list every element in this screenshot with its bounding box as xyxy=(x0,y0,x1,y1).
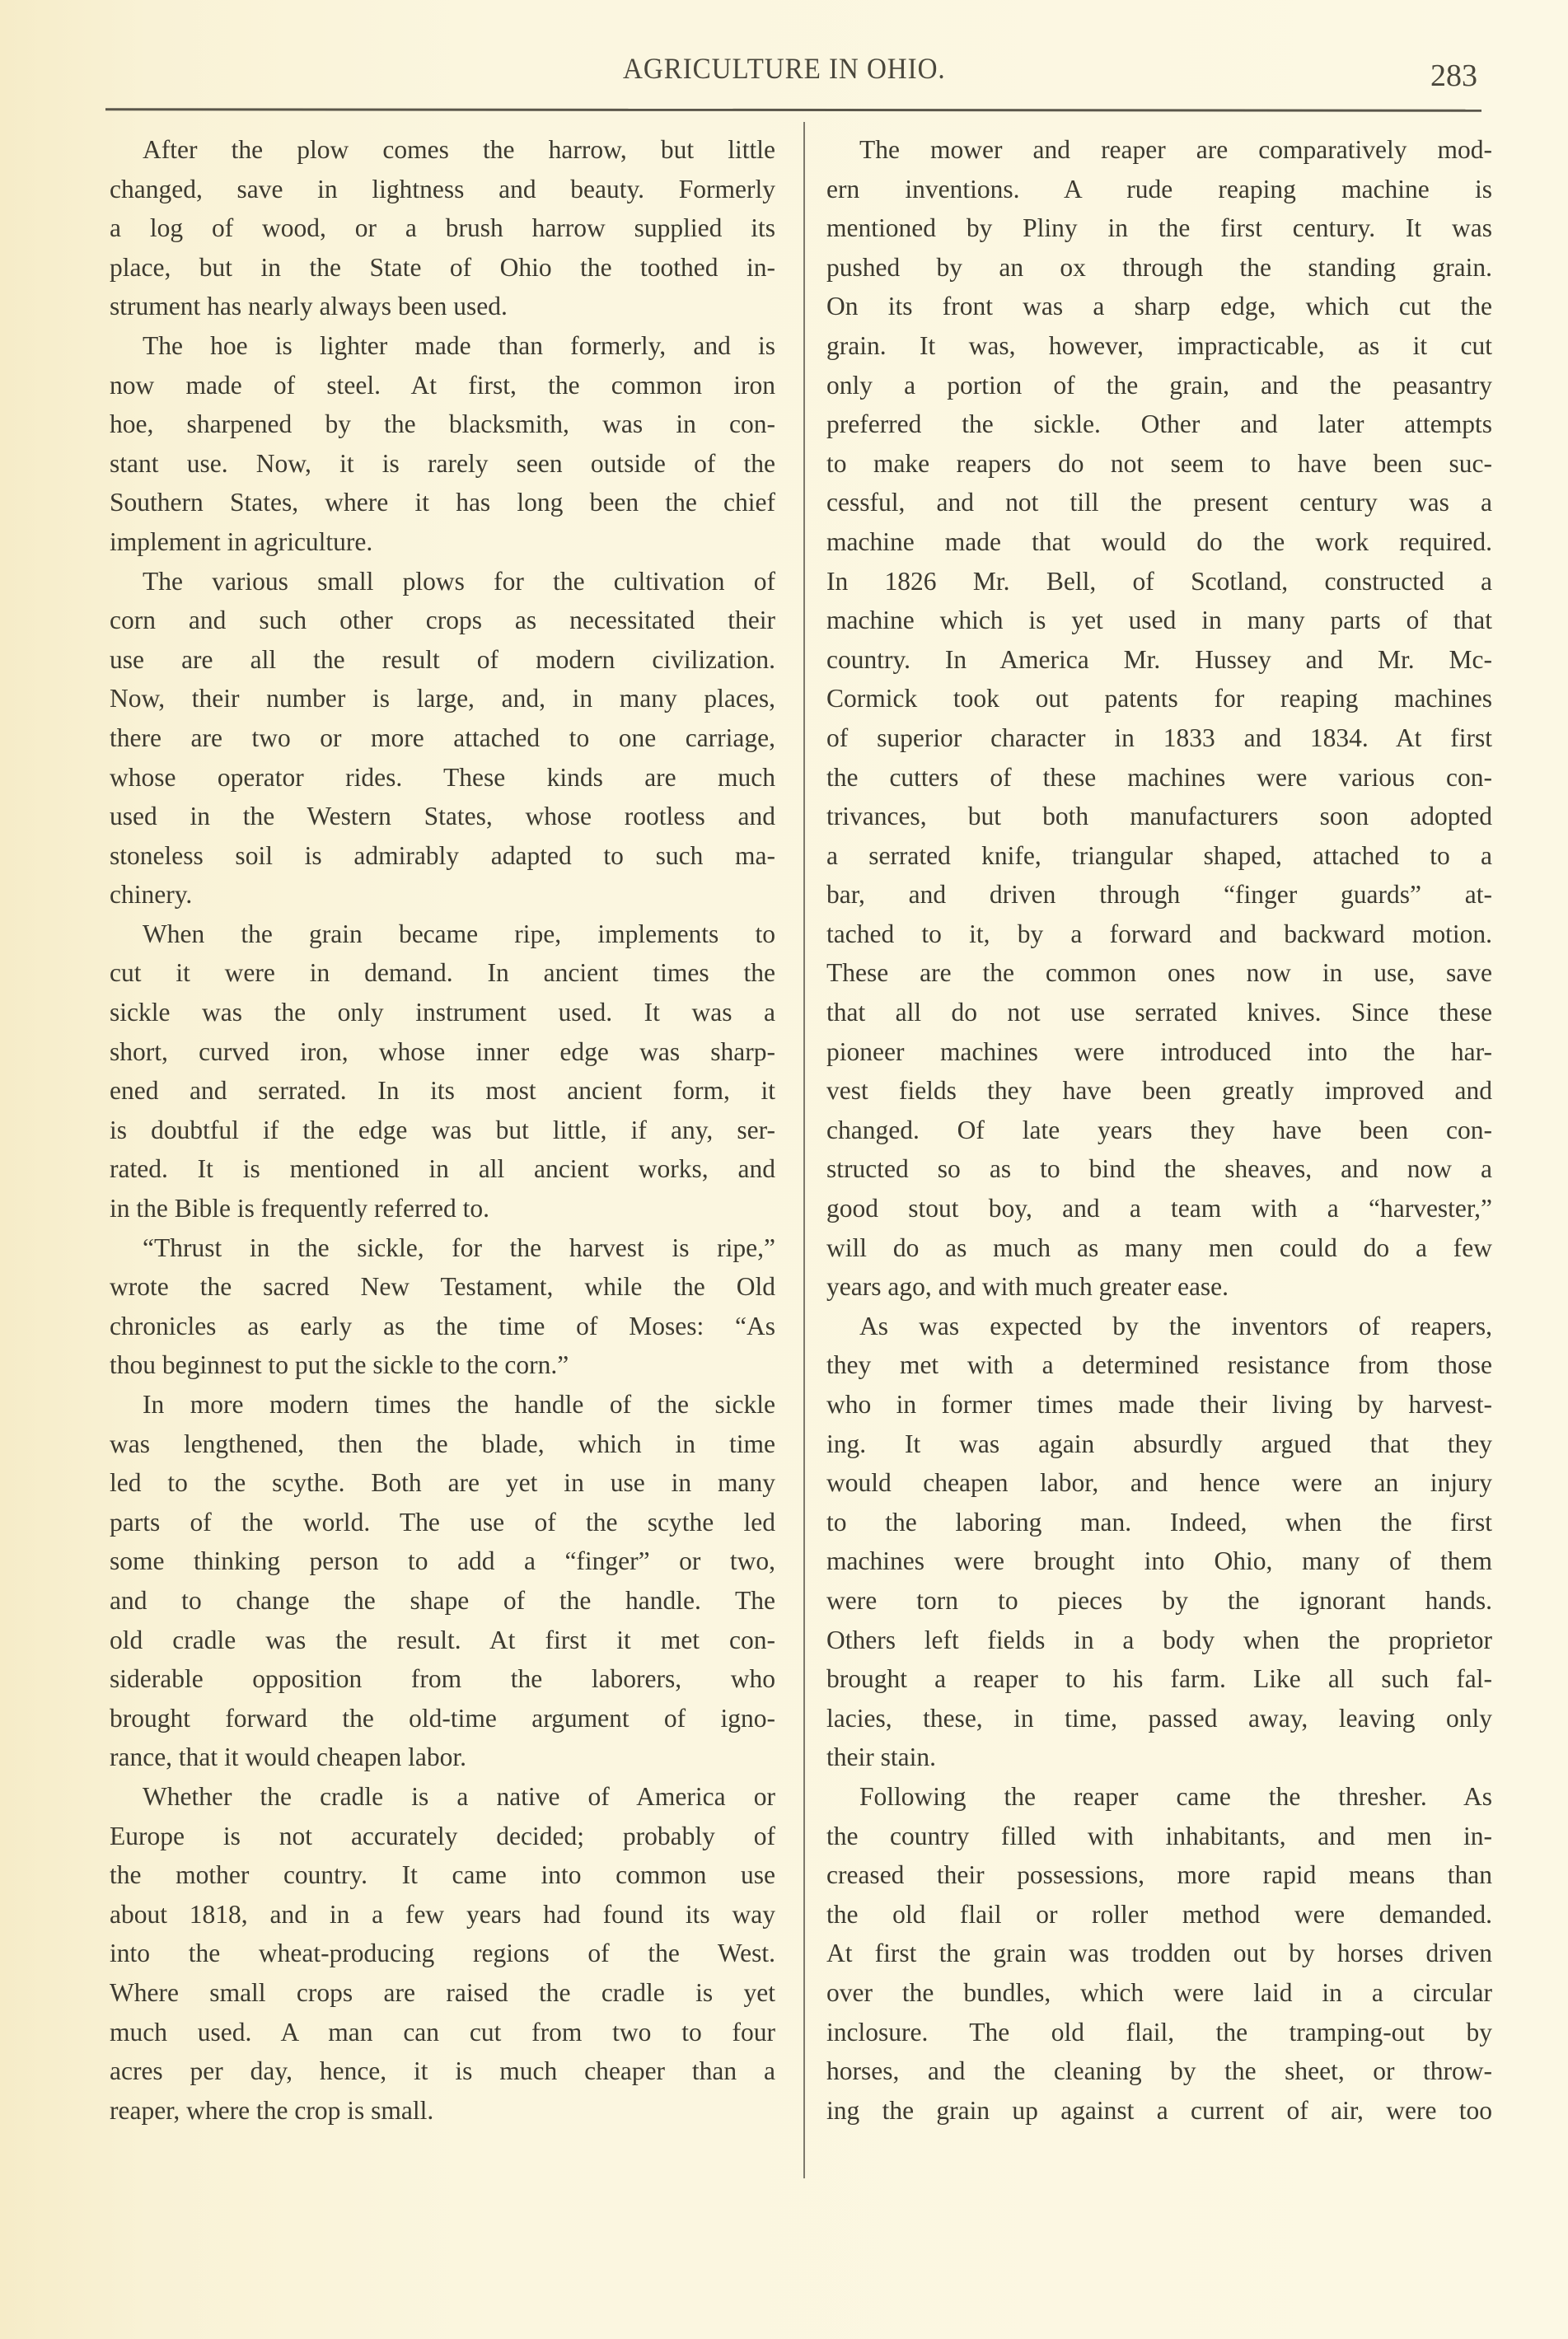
text-line: led to the scythe. Both are yet in use in many xyxy=(110,1468,775,1498)
text-line: machines were brought into Ohio, many of them xyxy=(826,1546,1492,1576)
text-line: The mower and reaper are comparatively mod- xyxy=(859,135,1492,164)
text-line: stoneless soil is admirably adapted to such ma- xyxy=(110,840,775,870)
text-line: their stain. xyxy=(826,1743,936,1772)
text-line: is doubtful if the edge was but little, if any, ser- xyxy=(110,1115,775,1144)
text-line: cessful, and not till the present century was a xyxy=(826,488,1492,517)
text-line: the cutters of these machines were various con- xyxy=(826,762,1492,792)
text-line: ing. It was again absurdly argued that they xyxy=(826,1429,1492,1458)
running-head xyxy=(0,51,1568,86)
text-line: short, curved iron, whose inner edge was sharp- xyxy=(110,1036,775,1066)
column-divider xyxy=(803,122,805,2178)
text-line: the mother country. It came into common use xyxy=(110,1860,775,1890)
text-line: ened and serrated. In its most ancient form, it xyxy=(110,1076,775,1106)
text-line: wrote the sacred New Testament, while the Old xyxy=(110,1272,775,1302)
text-line: creased their possessions, more rapid means than xyxy=(826,1860,1492,1890)
text-line: These are the common ones now in use, save xyxy=(826,958,1492,988)
text-line: place, but in the State of Ohio the toothed in- xyxy=(110,252,775,282)
text-line: were torn to pieces by the ignorant hands. xyxy=(826,1585,1492,1615)
running-title: AGRICULTURE IN OHIO. xyxy=(622,52,946,85)
text-line: ing the grain up against a current of air, were too xyxy=(826,2095,1492,2125)
text-line: In more modern times the handle of the sickle xyxy=(143,1390,775,1419)
text-line: the old flail or roller method were demanded. xyxy=(826,1899,1492,1929)
text-line: machine which is yet used in many parts of that xyxy=(826,606,1492,635)
text-line: lacies, these, in time, passed away, leaving only xyxy=(826,1703,1492,1733)
text-line: years ago, and with much greater ease. xyxy=(826,1272,1229,1302)
text-line: to the laboring man. Indeed, when the first xyxy=(826,1507,1492,1537)
text-line: preferred the sickle. Other and later attempts xyxy=(826,409,1492,439)
header-rule xyxy=(105,108,1481,111)
text-line: country. In America Mr. Hussey and Mr. Mc- xyxy=(826,644,1492,674)
text-line: they met with a determined resistance from those xyxy=(826,1350,1492,1380)
text-line: Southern States, where it has long been the chief xyxy=(110,488,775,517)
text-line: only a portion of the grain, and the peasantry xyxy=(826,370,1492,400)
text-line: As was expected by the inventors of reapers, xyxy=(859,1311,1492,1340)
text-line: Now, their number is large, and, in many places, xyxy=(110,684,775,713)
text-line: in the Bible is frequently referred to. xyxy=(110,1194,489,1223)
text-line: pioneer machines were introduced into the har- xyxy=(826,1036,1492,1066)
text-line: vest fields they have been greatly improved and xyxy=(826,1076,1492,1106)
text-line: to make reapers do not seem to have been suc- xyxy=(826,448,1492,478)
text-line: there are two or more attached to one carriage, xyxy=(110,723,775,752)
text-line: The various small plows for the cultivation of xyxy=(143,566,775,596)
text-line: a log of wood, or a brush harrow supplied its xyxy=(110,213,775,243)
text-line: Where small crops are raised the cradle is yet xyxy=(110,1977,775,2007)
text-line: The hoe is lighter made than formerly, and is xyxy=(143,330,775,360)
text-line: ern inventions. A rude reaping machine is xyxy=(826,174,1492,203)
text-line: was lengthened, then the blade, which in time xyxy=(110,1429,775,1458)
text-line: over the bundles, which were laid in a circular xyxy=(826,1977,1492,2007)
text-line: a serrated knife, triangular shaped, attached to a xyxy=(826,840,1492,870)
text-line: “Thrust in the sickle, for the harvest is ripe,” xyxy=(143,1233,775,1262)
text-line: bar, and driven through “finger guards” at- xyxy=(826,880,1492,910)
text-line: implement in agriculture. xyxy=(110,526,373,556)
text-line: horses, and the cleaning by the sheet, or throw- xyxy=(826,2056,1492,2086)
text-line: strument has nearly always been used. xyxy=(110,292,508,321)
text-line: pushed by an ox through the standing grain. xyxy=(826,252,1492,282)
text-line: brought a reaper to his farm. Like all such fal- xyxy=(826,1664,1492,1694)
text-line: inclosure. The old flail, the tramping-out by xyxy=(826,2017,1492,2047)
text-line: acres per day, hence, it is much cheaper than a xyxy=(110,2056,775,2086)
text-line: Europe is not accurately decided; probably of xyxy=(110,1821,775,1850)
text-line: changed. Of late years they have been con- xyxy=(826,1115,1492,1144)
text-line: used in the Western States, whose rootless and xyxy=(110,802,775,831)
text-line: When the grain became ripe, implements to xyxy=(143,919,775,948)
text-line: hoe, sharpened by the blacksmith, was in con- xyxy=(110,409,775,439)
text-line: about 1818, and in a few years had found its way xyxy=(110,1899,775,1929)
text-line: mentioned by Pliny in the first century. It was xyxy=(826,213,1492,243)
text-line: After the plow comes the harrow, but little xyxy=(143,135,775,164)
text-line: thou beginnest to put the sickle to the corn.” xyxy=(110,1350,569,1380)
text-line: rated. It is mentioned in all ancient works, and xyxy=(110,1154,775,1184)
text-line: sickle was the only instrument used. It was a xyxy=(110,998,775,1027)
text-line: Cormick took out patents for reaping machines xyxy=(826,684,1492,713)
text-line: use are all the result of modern civilization. xyxy=(110,644,775,674)
text-line: Others left fields in a body when the proprietor xyxy=(826,1625,1492,1654)
text-line: brought forward the old-time argument of igno- xyxy=(110,1703,775,1733)
text-line: chronicles as early as the time of Moses: “As xyxy=(110,1311,775,1340)
text-line: chinery. xyxy=(110,880,193,910)
text-line: On its front was a sharp edge, which cut the xyxy=(826,292,1492,321)
text-line: Following the reaper came the thresher. As xyxy=(859,1781,1492,1811)
text-line: In 1826 Mr. Bell, of Scotland, constructed a xyxy=(826,566,1492,596)
text-line: structed so as to bind the sheaves, and now a xyxy=(826,1154,1492,1184)
text-line: cut it were in demand. In ancient times the xyxy=(110,958,775,988)
text-line: parts of the world. The use of the scythe led xyxy=(110,1507,775,1537)
text-line: some thinking person to add a “finger” or two, xyxy=(110,1546,775,1576)
text-line: the country filled with inhabitants, and men in- xyxy=(826,1821,1492,1850)
text-line: much used. A man can cut from two to four xyxy=(110,2017,775,2047)
text-line: corn and such other crops as necessitated their xyxy=(110,606,775,635)
left-column xyxy=(110,130,775,2130)
text-line: grain. It was, however, impracticable, as it cut xyxy=(826,330,1492,360)
text-line: changed, save in lightness and beauty. Formerly xyxy=(110,174,775,203)
text-line: of superior character in 1833 and 1834. At first xyxy=(826,723,1492,752)
text-line: tached to it, by a forward and backward motion. xyxy=(826,919,1492,948)
text-line: rance, that it would cheapen labor. xyxy=(110,1743,466,1772)
text-line: now made of steel. At first, the common iron xyxy=(110,370,775,400)
text-line: will do as much as many men could do a few xyxy=(826,1233,1492,1262)
text-line: old cradle was the result. At first it met con- xyxy=(110,1625,775,1654)
right-column xyxy=(826,130,1492,2130)
page-number: 283 xyxy=(1430,58,1477,93)
text-line: that all do not use serrated knives. Since these xyxy=(826,998,1492,1027)
text-line: and to change the shape of the handle. The xyxy=(110,1585,775,1615)
text-line: At first the grain was trodden out by horses driven xyxy=(826,1939,1492,1968)
text-line: whose operator rides. These kinds are much xyxy=(110,762,775,792)
text-line: stant use. Now, it is rarely seen outside of the xyxy=(110,448,775,478)
text-line: machine made that would do the work required. xyxy=(826,526,1492,556)
text-line: trivances, but both manufacturers soon adopted xyxy=(826,802,1492,831)
text-line: siderable opposition from the laborers, who xyxy=(110,1664,775,1694)
text-line: Whether the cradle is a native of America or xyxy=(143,1781,775,1811)
text-line: good stout boy, and a team with a “harvester,” xyxy=(826,1194,1492,1223)
text-line: into the wheat-producing regions of the West. xyxy=(110,1939,775,1968)
text-line: who in former times made their living by harvest- xyxy=(826,1390,1492,1419)
text-line: reaper, where the crop is small. xyxy=(110,2095,434,2125)
text-line: would cheapen labor, and hence were an injury xyxy=(826,1468,1492,1498)
